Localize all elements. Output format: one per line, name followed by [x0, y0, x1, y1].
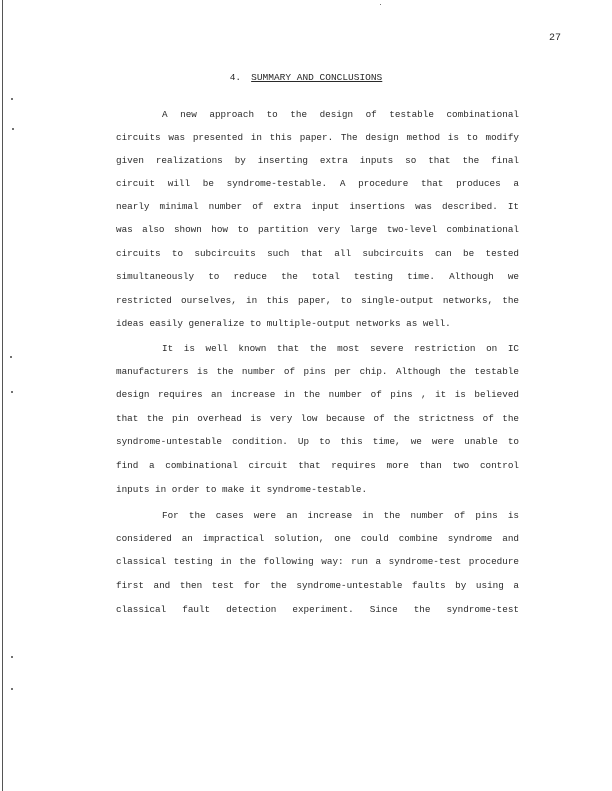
section-title: SUMMARY AND CONCLUSIONS [251, 72, 383, 83]
text-line: inputs in order to make it syndrome-testable. [116, 484, 368, 495]
text-line: syndrome-untestable condition. Up to this time, we were unable to [116, 436, 519, 447]
text-line: considered an impractical solution, one could combine syndrome and [116, 533, 519, 544]
scan-speck [11, 688, 13, 690]
text-line: circuits to subcircuits such that all subcircuits can be tested [116, 248, 519, 259]
section-number: 4. [229, 72, 242, 83]
text-line: given realizations by inserting extra inputs so that the final [116, 155, 519, 166]
text-line: that the pin overhead is very low because of the strictness of the [116, 413, 519, 424]
text-line: It is well known that the most severe restriction on IC [162, 343, 519, 354]
text-line: classical testing in the following way: run a syndrome-test procedure [116, 556, 519, 567]
scan-speck [12, 128, 14, 130]
scan-speck [11, 391, 13, 393]
scan-speck [10, 356, 12, 358]
section-heading [0, 72, 612, 83]
text-line: A new approach to the design of testable combinational [162, 109, 519, 120]
text-line: classical fault detection experiment. Since the syndrome-test [116, 604, 519, 615]
text-line: ideas easily generalize to multiple-output networks as well. [116, 318, 451, 329]
scan-speck [380, 4, 381, 5]
scan-speck [11, 656, 13, 658]
text-line: nearly minimal number of extra input insertions was described. It [116, 201, 519, 212]
text-line: restricted ourselves, in this paper, to single-output networks, the [116, 295, 519, 306]
text-line: simultaneously to reduce the total testing time. Although we [116, 271, 519, 282]
page-number: 27 [549, 33, 562, 44]
scan-speck [11, 98, 13, 100]
text-line: For the cases were an increase in the number of pins is [162, 510, 519, 521]
text-line: circuit will be syndrome-testable. A procedure that produces a [116, 178, 519, 189]
text-line: manufacturers is the number of pins per chip. Although the testable [116, 366, 519, 377]
page-left-edge [2, 0, 3, 791]
text-line: design requires an increase in the number of pins , it is believed [116, 389, 519, 400]
text-line: first and then test for the syndrome-untestable faults by using a [116, 580, 519, 591]
text-line: circuits was presented in this paper. The design method is to modify [116, 132, 519, 143]
text-line: find a combinational circuit that requires more than two control [116, 460, 519, 471]
text-line: was also shown how to partition very large two-level combinational [116, 224, 519, 235]
